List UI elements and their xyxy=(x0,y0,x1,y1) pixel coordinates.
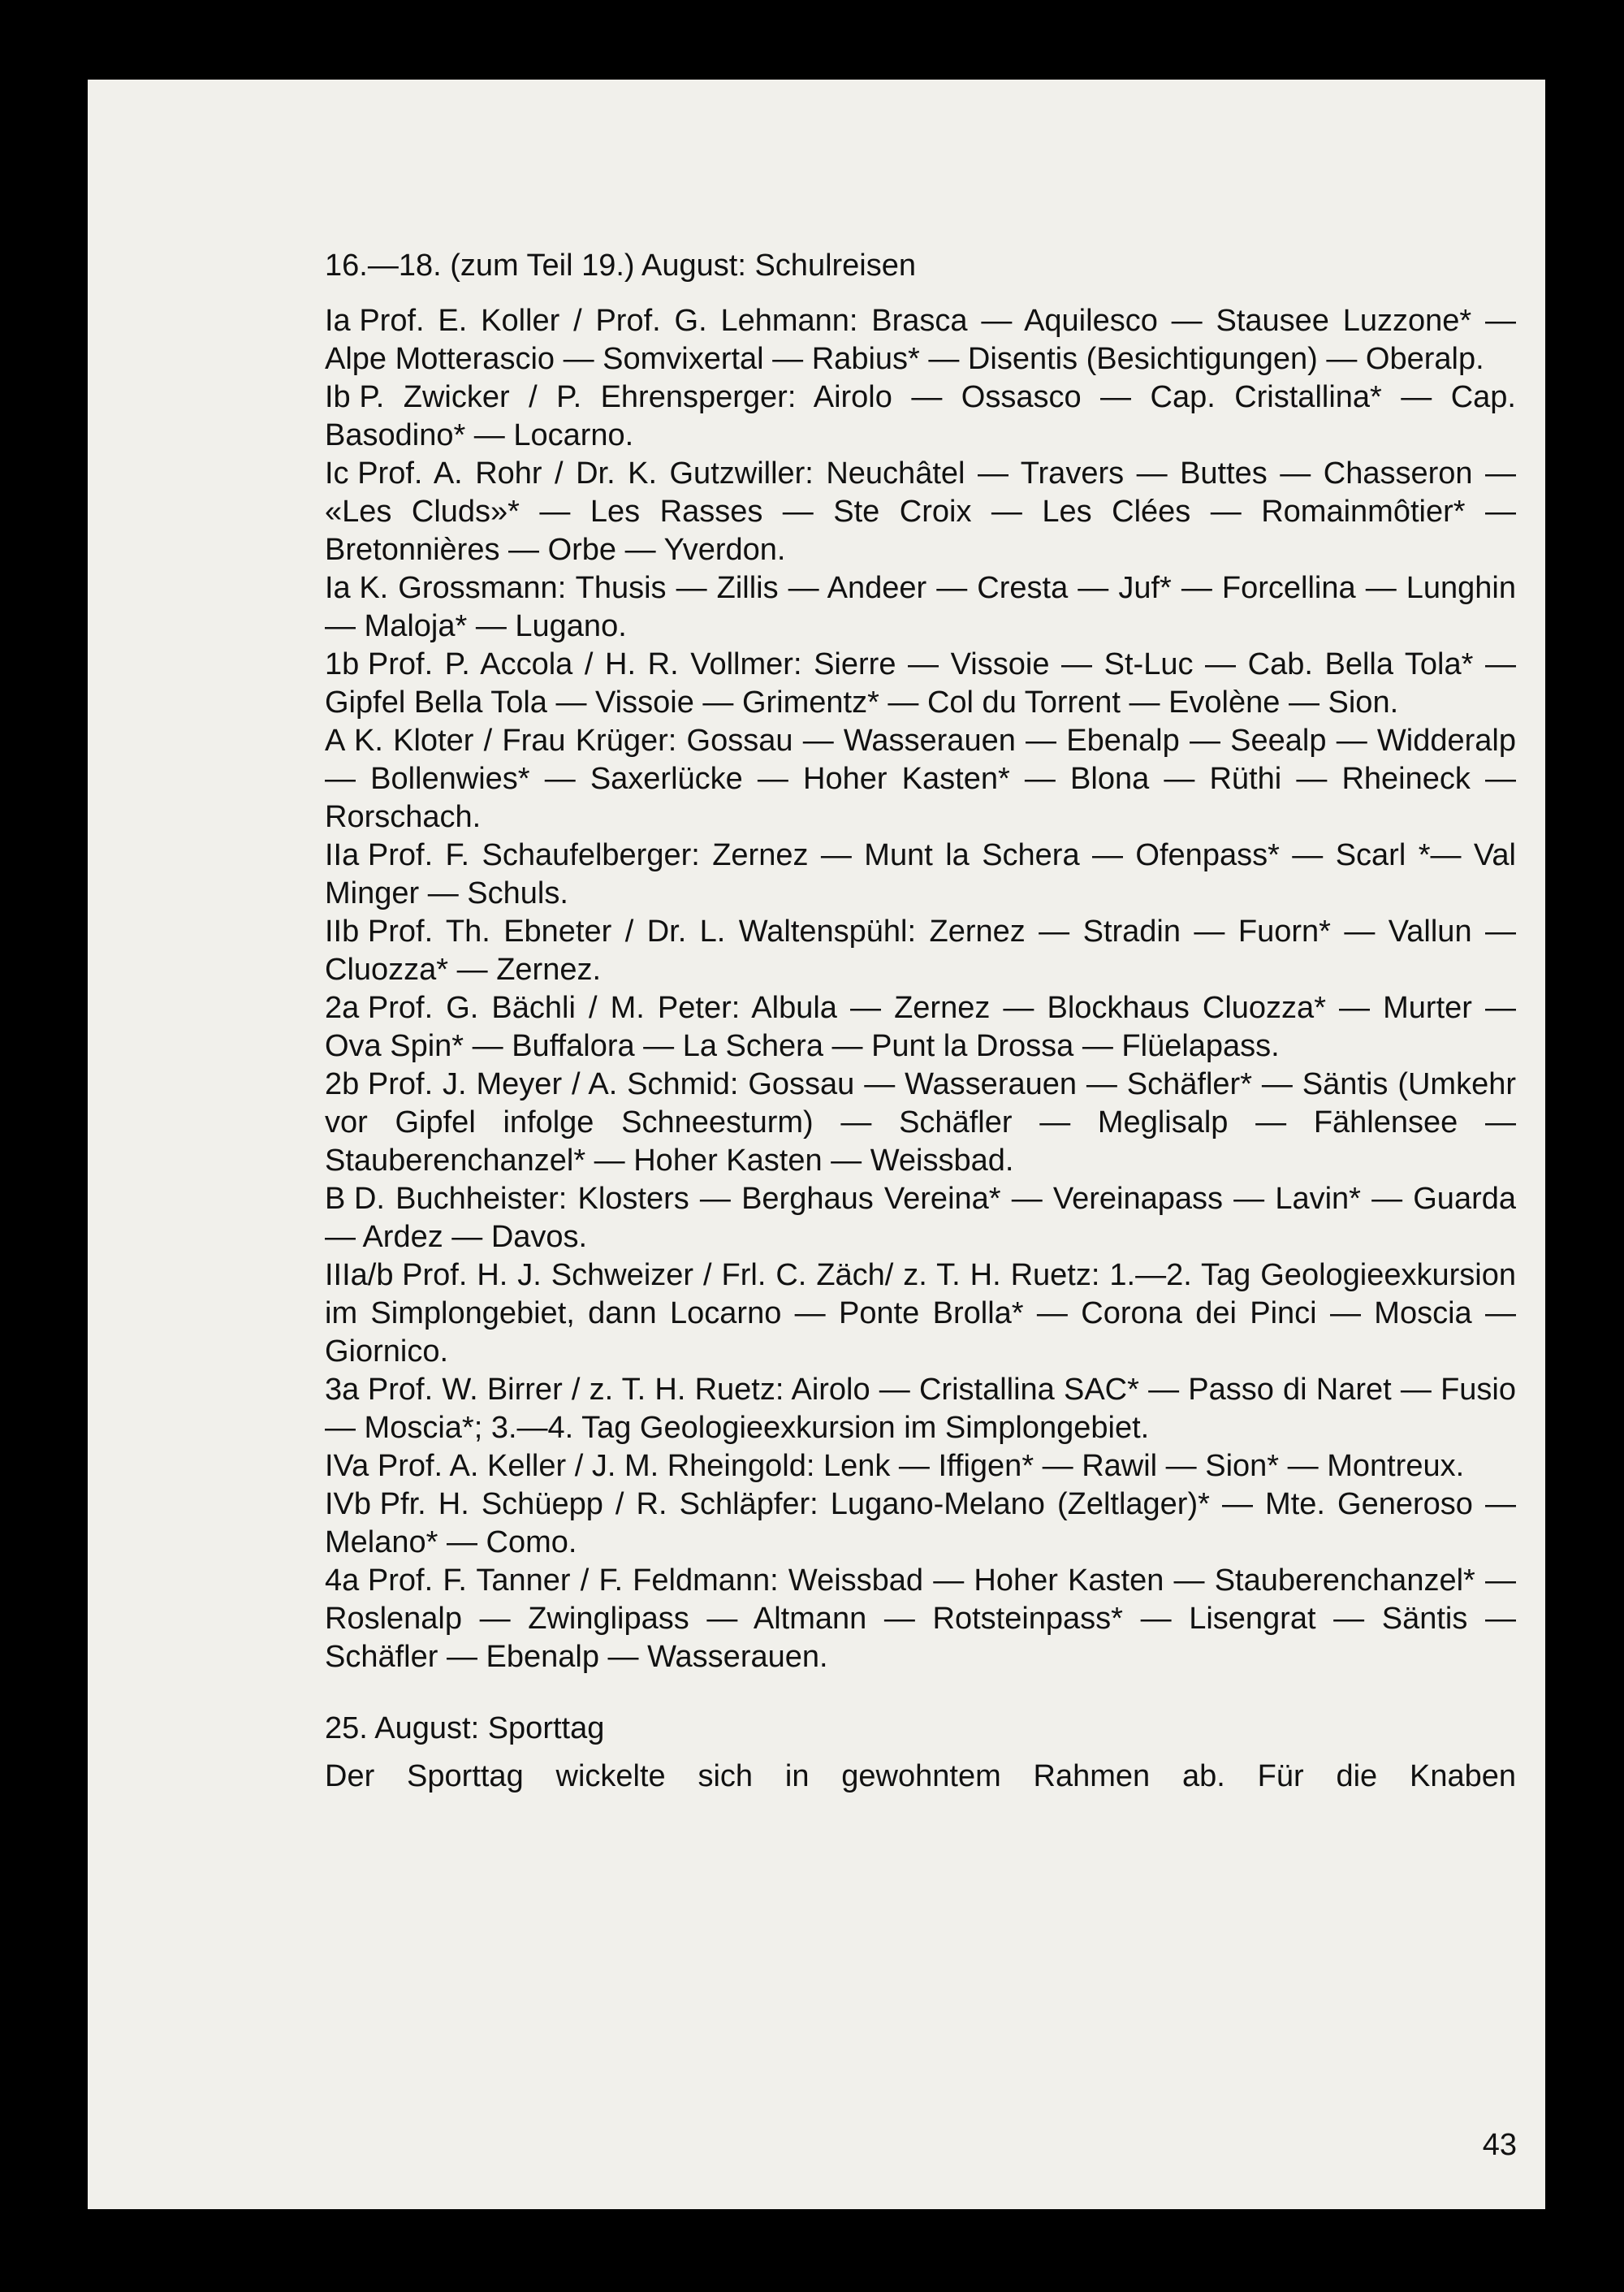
document-page xyxy=(88,80,1545,2209)
excursion-entry xyxy=(325,1485,1516,1562)
excursion-entry xyxy=(325,1562,1516,1676)
class-label: A xyxy=(325,724,346,758)
excursion-entry xyxy=(325,722,1516,837)
excursion-entry xyxy=(325,378,1516,455)
excursion-route: Prof. F. Schaufelberger: Zernez — Munt la Schera — Ofenpass* — Scarl *— Val Minger — Schuls. xyxy=(325,838,1516,910)
class-label: Ic xyxy=(325,456,349,491)
excursion-entry xyxy=(325,837,1516,913)
excursion-entry xyxy=(325,1447,1516,1485)
excursion-route: Prof. J. Meyer / A. Schmid: Gossau — Wasserauen — Schäfler* — Säntis (Umkehr vor Gipfel infolge Schneesturm) — Schäfler — Meglisalp — Fählensee — Stauberenchanzel* — Hoher Kasten — Weissbad. xyxy=(325,1067,1516,1178)
excursion-entry xyxy=(325,1066,1516,1180)
excursion-route: Pfr. H. Schüepp / R. Schläpfer: Lugano-Melano (Zeltlager)* — Mte. Generoso — Melano* — Como. xyxy=(325,1487,1516,1559)
excursion-route: Prof. E. Koller / Prof. G. Lehmann: Brasca — Aquilesco — Stausee Luzzone* — Alpe Motterascio — Somvixertal — Rabius* — Disentis (Besichtigungen) — Oberalp. xyxy=(325,304,1516,376)
excursion-entry xyxy=(325,646,1516,722)
class-label: Ia xyxy=(325,304,351,338)
excursion-entry xyxy=(325,1256,1516,1371)
class-label: 1b xyxy=(325,647,360,681)
class-label: 2a xyxy=(325,991,360,1025)
excursion-route: Prof. W. Birrer / z. T. H. Ruetz: Airolo — Cristallina SAC* — Passo di Naret — Fusio — Moscia*; 3.—4. Tag Geologieexkursion im Simplongebiet. xyxy=(325,1373,1516,1445)
excursion-entry xyxy=(325,913,1516,989)
page-content xyxy=(325,247,1516,1796)
class-label: 3a xyxy=(325,1373,360,1407)
excursion-entry xyxy=(325,455,1516,569)
section-heading-sporttag: 25. August: Sporttag xyxy=(325,1711,605,1745)
class-label: Ib xyxy=(325,380,351,414)
class-label: IIIa/b xyxy=(325,1258,394,1292)
excursion-entry xyxy=(325,1180,1516,1256)
excursion-route: Prof. A. Keller / J. M. Rheingold: Lenk — Iffigen* — Rawil — Sion* — Montreux. xyxy=(377,1449,1465,1483)
class-label: IIb xyxy=(325,915,360,949)
excursion-entry xyxy=(325,302,1516,378)
class-label: 4a xyxy=(325,1563,360,1598)
excursion-route: Prof. P. Accola / H. R. Vollmer: Sierre — Vissoie — St-Luc — Cab. Bella Tola* — Gipfel Bella Tola — Vissoie — Grimentz* — Col du Torrent — Evolène — Sion. xyxy=(325,647,1516,720)
excursion-list xyxy=(325,302,1516,1676)
excursion-route: Prof. G. Bächli / M. Peter: Albula — Zernez — Blockhaus Cluozza* — Murter — Ova Spin* — Buffalora — La Schera — Punt la Drossa — Flüelapass. xyxy=(325,991,1516,1063)
excursion-route: D. Buchheister: Klosters — Berghaus Vereina* — Vereinapass — Lavin* — Guarda — Ardez — Davos. xyxy=(325,1182,1516,1254)
excursion-route: Prof. F. Tanner / F. Feldmann: Weissbad — Hoher Kasten — Stauberenchanzel* — Roslenalp — Zwinglipass — Altmann — Rotsteinpass* — Lisengrat — Säntis — Schäfler — Ebenalp — Wasserauen. xyxy=(325,1563,1516,1674)
excursion-entry xyxy=(325,1371,1516,1447)
class-label: B xyxy=(325,1182,346,1216)
sporttag-paragraph: Der Sporttag wickelte sich in gewohntem Rahmen ab. Für die Knaben xyxy=(325,1759,1516,1793)
excursion-route: K. Grossmann: Thusis — Zillis — Andeer — Cresta — Juf* — Forcellina — Lunghin — Maloja* — Lugano. xyxy=(325,571,1516,643)
class-label: IVa xyxy=(325,1449,369,1483)
excursion-entry xyxy=(325,569,1516,646)
class-label: Ia xyxy=(325,571,351,605)
excursion-route: K. Kloter / Frau Krüger: Gossau — Wasserauen — Ebenalp — Seealp — Widderalp — Bollenwies* — Saxerlücke — Hoher Kasten* — Blona — Rüthi — Rheineck — Rorschach. xyxy=(325,724,1516,834)
excursion-entry xyxy=(325,989,1516,1066)
excursion-route: Prof. H. J. Schweizer / Frl. C. Zäch/ z. T. H. Ruetz: 1.—2. Tag Geologieexkursion im Simplongebiet, dann Locarno — Ponte Brolla* — Corona dei Pinci — Moscia — Giornico. xyxy=(325,1258,1516,1369)
class-label: IVb xyxy=(325,1487,372,1521)
page-number: 43 xyxy=(1482,2128,1517,2162)
excursion-route: Prof. Th. Ebneter / Dr. L. Waltenspühl: Zernez — Stradin — Fuorn* — Vallun — Cluozza* — Zernez. xyxy=(325,915,1516,987)
class-label: IIa xyxy=(325,838,360,872)
section-heading-schulreisen: 16.—18. (zum Teil 19.) August: Schulreisen xyxy=(325,249,917,283)
excursion-route: Prof. A. Rohr / Dr. K. Gutzwiller: Neuchâtel — Travers — Buttes — Chasseron — «Les Cluds»* — Les Rasses — Ste Croix — Les Clées — Romainmôtier* — Bretonnières — Orbe — Yverdon. xyxy=(325,456,1516,567)
excursion-route: P. Zwicker / P. Ehrensperger: Airolo — Ossasco — Cap. Cristallina* — Cap. Basodino* — Locarno. xyxy=(325,380,1516,452)
class-label: 2b xyxy=(325,1067,360,1101)
